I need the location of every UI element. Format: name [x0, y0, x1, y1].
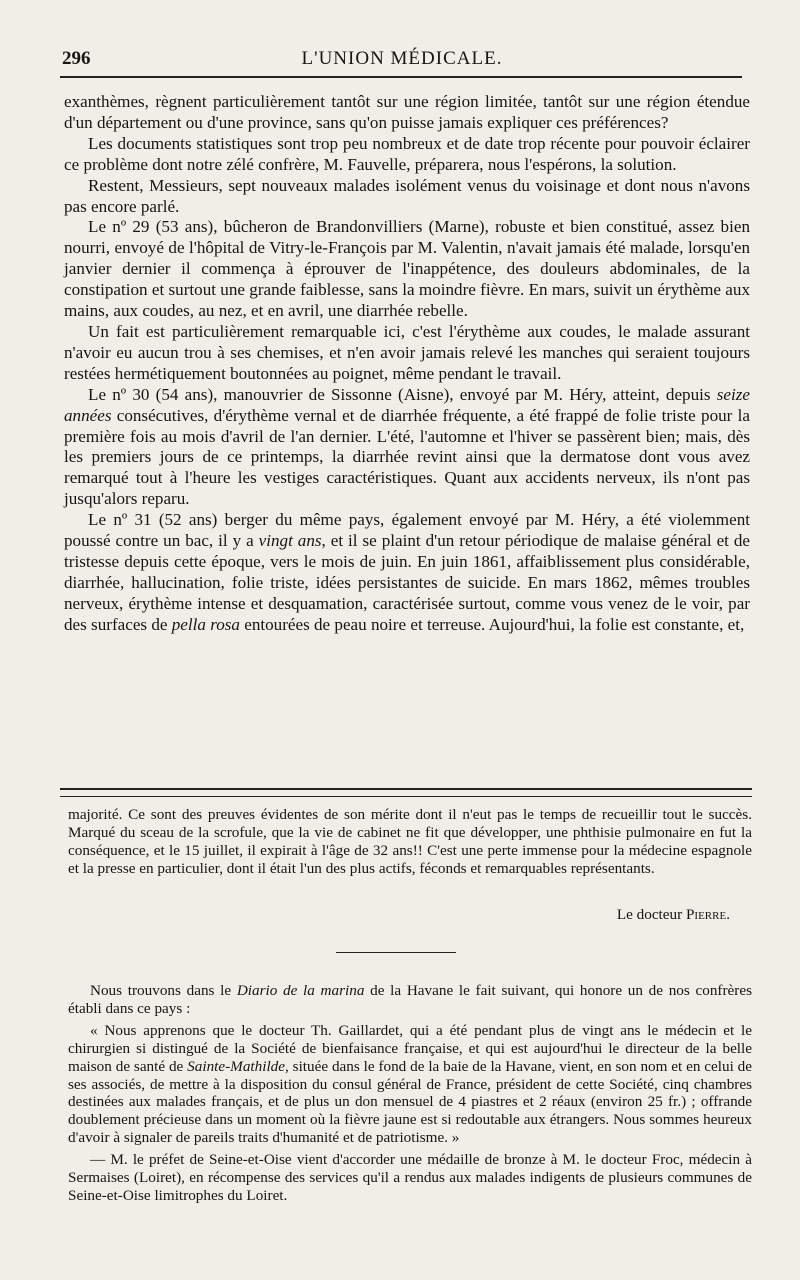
paragraph	[64, 510, 750, 635]
text-run: entourées de peau noire et terreuse. Aujourd'hui, la folie est constante, et,	[239, 614, 745, 634]
paragraph: exanthèmes, règnent particulièrement tantôt sur une région limitée, tantôt sur une région étendue d'un département ou d'une province, sans qu'on puisse jamais expliquer ces préférences?	[64, 92, 750, 132]
italic-run: Sainte-Mathilde	[187, 1057, 286, 1075]
text-run: , située dans le fond de la baie de la Havane, vient, en son nom et en celui de ses associés, de mettre à la disposition du consul général de France, président de cette Société, cinq chambres destinées aux malades français, et de plus un don mensuel de 4 piastres et 2 réaux (environ 25 fr.) ; offrande doublement précieuse dans un moment où la fièvre jaune est si redoutable aux étrangers. Nous sommes heureux d'avoir à signaler de pareils traits d'humanité et de patriotisme. »	[68, 1057, 752, 1147]
news-section	[68, 982, 752, 1205]
paragraph: Un fait est particulièrement remarquable ici, c'est l'érythème aux coudes, le malade assurant n'avoir eu aucun trou à ses chemises, et n'en avoir jamais relevé les manches qui seraient toujours restées hermétiquement boutonnées au poignet, même pendant le travail.	[64, 321, 750, 383]
footnote-separator	[60, 788, 752, 797]
text-run: Le nº 31 (52 ans) berger du même pays, également envoyé par M. Héry, a été violemment poussé contre un bac, il y a	[64, 510, 750, 551]
main-text	[64, 92, 750, 636]
italic-run: pella rosa	[171, 614, 240, 634]
page-header	[62, 44, 742, 74]
news-item: — M. le préfet de Seine-et-Oise vient d'accorder une médaille de bronze à M. le docteur Froc, médecin à Sermaises (Loiret), en récompense des services qu'il a rendus aux malades indigents de plusieurs communes de Seine-et-Oise limitrophes du Loiret.	[68, 1151, 752, 1204]
text-run: « Nous apprenons que le docteur Th. Gaillardet, qui a été pendant plus de vingt ans le médecin et le chirurgien si distingué de la Société de bienfaisance française, et qui est aujourd'hui le directeur de la belle maison de santé de	[68, 1021, 752, 1075]
header-rule	[60, 76, 742, 78]
section-rule	[336, 952, 456, 953]
italic-run: Diario de la marina	[236, 982, 365, 999]
news-quote	[68, 1022, 752, 1147]
signature	[617, 906, 730, 924]
text-run: de la Havane le fait suivant, qui honore un de nos confrères établi dans ce pays :	[68, 982, 753, 1017]
running-title: L'UNION MÉDICALE.	[301, 48, 503, 69]
text-run: Nous trouvons dans le	[90, 982, 237, 999]
italic-run: seize années	[64, 384, 750, 425]
paragraph: Restent, Messieurs, sept nouveaux malades isolément venus du voisinage et dont nous n'avons pas encore parlé.	[64, 175, 750, 216]
paragraph: Le nº 29 (53 ans), bûcheron de Brandonvilliers (Marne), robuste et bien constitué, assez bien nourri, envoyé de l'hôpital de Vitry-le-François par M. Valentin, n'avait jamais été malade, lorsqu'en janvier dernier il commença à éprouver de l'inappétence, des douleurs abdominales, de la constipation et surtout une grande faiblesse, sans la moindre fièvre. En mars, suivit un érythème aux mains, aux coudes, au nez, et en avril, une diarrhée rebelle.	[64, 217, 750, 321]
text-run: Le nº 30 (54 ans), manouvrier de Sissonne (Aisne), envoyé par M. Héry, atteint, depuis	[88, 384, 717, 404]
page-number: 296	[62, 48, 91, 69]
text-run: , et il se plaint d'un retour périodique de malaise général et de tristesse depuis cette époque, vers le mois de juin. En juin 1861, affaiblissement plus considérable, diarrhée, hallucination, folie triste, idées persistantes de suicide. En mars 1862, mêmes troubles nerveux, érythème intense et desquamation, caractérisée surtout, comme vous venez de le voir, par des surfaces de	[64, 531, 750, 634]
signature-prefix: Le docteur	[616, 906, 686, 923]
footnote-text: majorité. Ce sont des preuves évidentes de son mérite dont il n'eut pas le temps de recueillir tout le succès. Marqué du sceau de la scrofule, que la vie de cabinet ne fit que développer, une phthisie pulmonaire en fut la conséquence, et le 15 juillet, il expirait à l'âge de 32 ans!! C'est une perte immense pour la médecine espagnole et la presse en particulier, dont il était l'un des plus actifs, féconds et remarquables représentants.	[68, 806, 752, 877]
text-run: consécutives, d'érythème vernal et de diarrhée fréquente, a été frappé de folie triste pour la première fois au mois d'avril de l'an dernier. L'été, l'automne et l'hiver se passèrent bien; mais, dès les premiers jours de ce printemps, la diarrhée revint ainsi que la dermatose dont vous avez remarqué tout à l'heure les vestiges caractéristiques. Quant aux accidents nerveux, ils n'ont pas jusqu'alors reparu.	[64, 405, 750, 509]
italic-run: vingt ans	[258, 531, 322, 551]
footnote	[68, 806, 752, 878]
news-intro	[68, 982, 752, 1018]
signature-name: Pierre.	[685, 906, 730, 923]
paragraph: Les documents statistiques sont trop peu nombreux et de date trop récente pour pouvoir éclairer ce problème dont notre zélé confrère, M. Fauvelle, préparera, nous l'espérons, la solution.	[64, 133, 750, 174]
paragraph	[64, 385, 750, 510]
